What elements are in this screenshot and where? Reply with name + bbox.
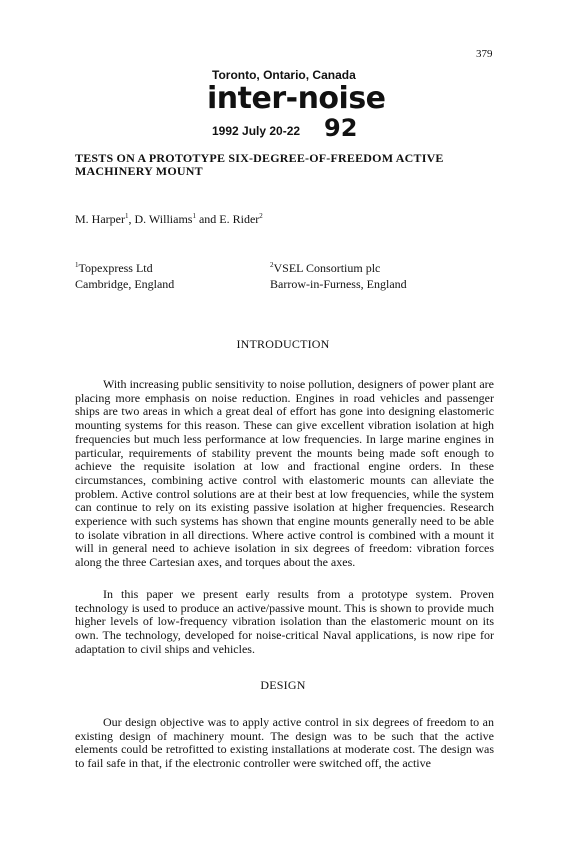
affiliation <box>75 260 174 292</box>
author-name: E. Rider <box>219 212 260 226</box>
body-paragraph: With increasing public sensitivity to noise pollution, designers of power plant are placing more emphasis on noise reduction. Engines in road vehicles and passenger ships are two areas in which a great deal of effort has gone into designing elastomeric mounting systems for this reason. These can give excellent vibration isolation at high frequencies but much less performance at low frequencies. In large marine engines in particular, requirements of stability prevent the mounts being made soft enough to achieve the requisite isolation at low and fractional engine orders. In these circumstances, combining active control with elastomeric mounts can alleviate the problem. Active control solutions are at their best at low frequencies, while the system can continue to rely on its existing passive isolation at higher frequencies. Research experience with such systems has shown that engine mounts generally need to be able to isolate vibration in all directions. Where active control is combined with a mount it will in general need to achieve isolation in six degrees of freedom: vibration forces along the three Cartesian axes, and torques about the axes. <box>75 377 494 570</box>
author-name: M. Harper <box>75 212 125 226</box>
body-paragraph: Our design objective was to apply active control in six degrees of freedom to an existing design of machinery mount. The design was to be such that the active elements could be retrofitted to existing installations at moderate cost. The design was to fail safe in that, if the electronic controller were switched off, the active <box>75 715 494 771</box>
author-separator: and <box>195 212 220 226</box>
affiliation-location: Barrow-in-Furness, England <box>270 277 407 291</box>
affiliation-name: $^2$VSEL Consortium plc <box>270 261 381 275</box>
affiliation-mark: 2 <box>270 261 274 269</box>
affiliation-location: Cambridge, England <box>75 277 175 291</box>
affiliation <box>270 260 407 292</box>
author-separator: , <box>128 212 135 226</box>
conference-date: 1992 July 20-22 <box>212 124 301 138</box>
section-heading-introduction: INTRODUCTION <box>236 337 330 351</box>
affiliation-mark: 1 <box>75 261 79 269</box>
author-affiliation-mark: 1 <box>124 212 129 220</box>
paper-title: TESTS ON A PROTOTYPE SIX-DEGREE-OF-FREEDOM ACTIVE MACHINERY MOUNT <box>75 151 444 178</box>
conference-logo: inter-noise <box>207 81 386 116</box>
page-number: 379 <box>476 48 493 60</box>
conference-year-mark: 92 <box>324 114 358 142</box>
affiliation-name: $^1$Topexpress Ltd <box>75 261 153 275</box>
conference-location: Toronto, Ontario, Canada <box>212 68 356 82</box>
author-affiliation-mark: 1 <box>192 212 196 220</box>
author-affiliation-mark: 2 <box>259 212 263 220</box>
author-name: D. Williams <box>134 212 193 226</box>
section-heading-design: DESIGN <box>260 678 306 692</box>
author-list <box>75 212 263 227</box>
body-paragraph: In this paper we present early results from a prototype system. Proven technology is used to produce an active/passive mount. This is shown to provide much higher levels of low-frequency vibration isolation than the elastomeric mount on its own. The technology, developed for noise-critical Naval applications, is now ripe for adaptation to civil ships and vehicles. <box>75 587 494 656</box>
